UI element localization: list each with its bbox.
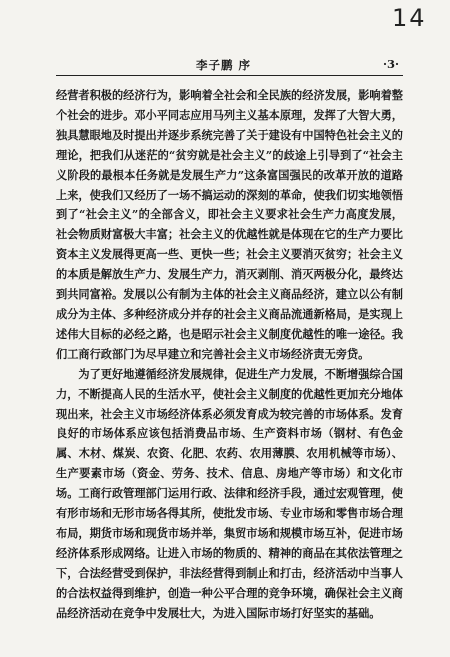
running-header xyxy=(56,54,403,74)
paragraph-continued: 经营者积极的经济行为，影响着全社会和全民族的经济发展，影响着整个社会的进步。邓小平同志应用马列主义基本原理，发挥了大智大勇，独具慧眼地及时提出并逐步系统完善了关于建设有中国特色社会主义的理论，把我们从迷茫的“贫穷就是社会主义”的歧途上引导到了“社会主义阶段的最根本任务就是发展生产力”这条富国强民的改革开放的道路上来，使我们又经历了一场不搞运动的深刻的革命，使我们切实地领悟到了“社会主义”的全部含义，即社会主义要求社会生产力高度发展，社会物质财富极大丰富；社会主义的优越性就是体现在它的生产力要比资本主义发展得更高一些、更快一些；社会主义要消灭贫穷；社会主义的本质是解放生产力、发展生产力，消灭剥削、消灭两极分化，最终达到共同富裕。发展以公有制为主体的社会主义商品经济，建立以公有制成分为主体、多种经济成分并存的社会主义商品流通新格局，是实现上述伟大目标的必经之路，也是昭示社会主义制度优越性的唯一途径。我们工商行政部门为尽早建立和完善社会主义市场经济责无旁贷。 xyxy=(56,88,403,361)
header-title: 李子鹏 序 xyxy=(196,58,252,72)
paragraph: 为了更好地遵循经济发展规律，促进生产力发展，不断增强综合国力，不断提高人民的生活水平，使社会主义制度的优越性更加充分地体现出来，社会主义市场经济体系必须发育成为较完善的市场体系。发育良好的市场体系应该包括消费品市场、生产资料市场（钢材、有色金属、木材、煤炭、农资、化肥、农药、农用薄膜、农用机械等市场）、生产要素市场（资金、劳务、技术、信息、房地产等市场）和文化市场。工商行政管理部门运用行政、法律和经济手段，通过宏观管理，使有形市场和无形市场各得其所，使批发市场、专业市场和零售市场合理布局，期货市场和现货市场并举，集贸市场和规模市场互补，促进市场经济体系形成网络。让进入市场的物质的、精神的商品在其依法管理之下，合法经营受到保护，非法经营得到制止和打击，经济活动中当事人的合法权益得到维护，创造一种公平合理的竞争环境，确保社会主义商品经济活动在竞争中发展壮大，为进入国际市场打好坚实的基础。 xyxy=(56,366,403,620)
handwritten-page-annotation: 14 xyxy=(392,4,427,32)
header-rule xyxy=(56,75,403,76)
page-number: ·3· xyxy=(382,57,399,71)
body-text xyxy=(56,86,403,623)
